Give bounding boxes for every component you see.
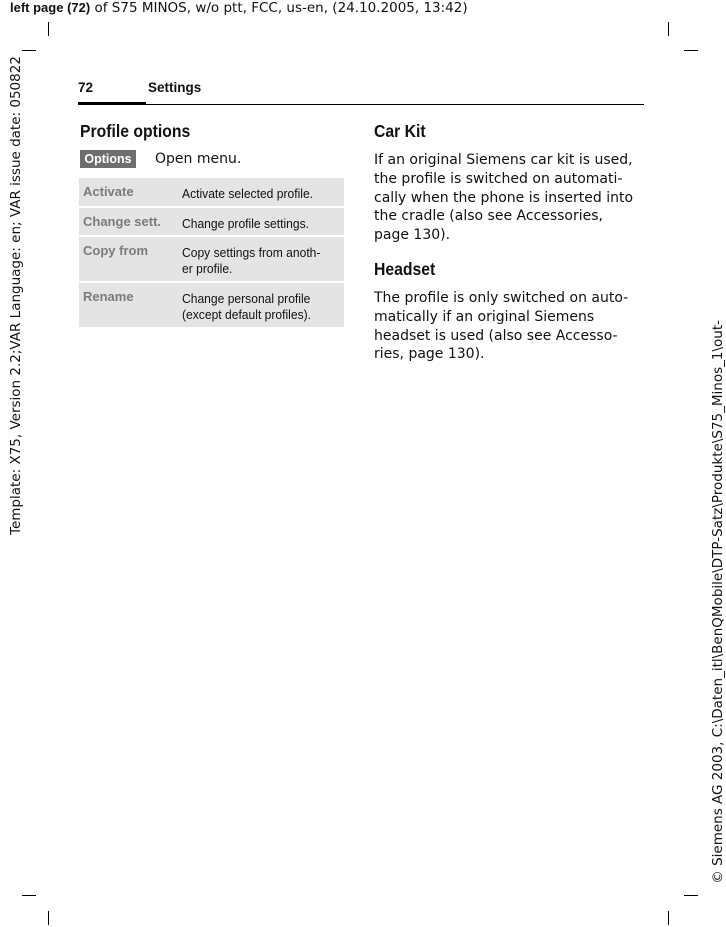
paragraph-line: the cradle (also see Accessories, xyxy=(374,208,604,225)
car-kit-paragraph xyxy=(374,151,646,245)
crop-mark-bottom-left xyxy=(48,911,49,925)
template-info: Template: X75, Version 2.2;VAR Language: en; VAR issue date: 050822 xyxy=(8,56,24,535)
print-header-page: left page (72) xyxy=(10,0,91,15)
menu-key: Rename xyxy=(83,289,134,304)
header-rule-thick xyxy=(78,102,146,105)
options-softkey: Options xyxy=(80,150,136,168)
menu-value: Copy settings from anoth- er profile. xyxy=(182,245,321,276)
menu-row-activate xyxy=(79,178,344,206)
crop-mark-top-right xyxy=(668,22,669,36)
headset-paragraph xyxy=(374,289,646,364)
profile-options-heading: Profile options xyxy=(80,121,191,141)
paragraph-line: If an original Siemens car kit is used, xyxy=(374,152,633,168)
paragraph-line: the profile is switched on automati- xyxy=(374,170,623,187)
crop-mark-top-left-h xyxy=(22,50,36,51)
car-kit-heading: Car Kit xyxy=(374,121,426,141)
menu-value: Change personal profile (except default profiles). xyxy=(182,291,312,322)
menu-row-rename xyxy=(79,283,344,327)
profile-menu-table xyxy=(79,178,344,329)
page-number: 72 xyxy=(78,80,94,95)
menu-key: Copy from xyxy=(83,243,148,258)
paragraph-line: cally when the phone is inserted into xyxy=(374,189,634,206)
menu-row-change-sett xyxy=(79,208,344,235)
print-header xyxy=(10,0,468,16)
paragraph-line: page 130). xyxy=(374,227,451,244)
paragraph-line: matically if an original Siemens xyxy=(374,308,595,325)
menu-key: Change sett. xyxy=(83,214,162,229)
crop-mark-top-left xyxy=(48,22,49,36)
crop-mark-bottom-right-h xyxy=(684,895,698,896)
crop-mark-top-right-h xyxy=(684,50,698,51)
paragraph-line: The profile is only switched on auto- xyxy=(374,290,629,306)
menu-row-copy-from xyxy=(79,237,344,281)
running-title: Settings xyxy=(148,80,202,95)
copyright-path: © Siemens AG 2003, C:\Daten_itl\BenQMobile\DTP-Satz\Produkte\S75_Minos_1\out- xyxy=(710,320,726,884)
menu-key: Activate xyxy=(83,184,134,199)
crop-mark-bottom-right xyxy=(668,911,669,925)
paragraph-line: ries, page 130). xyxy=(374,346,485,363)
crop-mark-bottom-left-h xyxy=(22,895,36,896)
softkey-description: Open menu. xyxy=(155,151,242,167)
headset-heading: Headset xyxy=(374,259,436,279)
header-rule xyxy=(146,104,644,105)
menu-value: Change profile settings. xyxy=(182,216,310,231)
paragraph-line: headset is used (also see Accesso- xyxy=(374,327,618,344)
menu-value: Activate selected profile. xyxy=(182,186,314,201)
print-header-info: of S75 MINOS, w/o ptt, FCC, us-en, (24.10.2005, 13:42) xyxy=(90,0,468,16)
